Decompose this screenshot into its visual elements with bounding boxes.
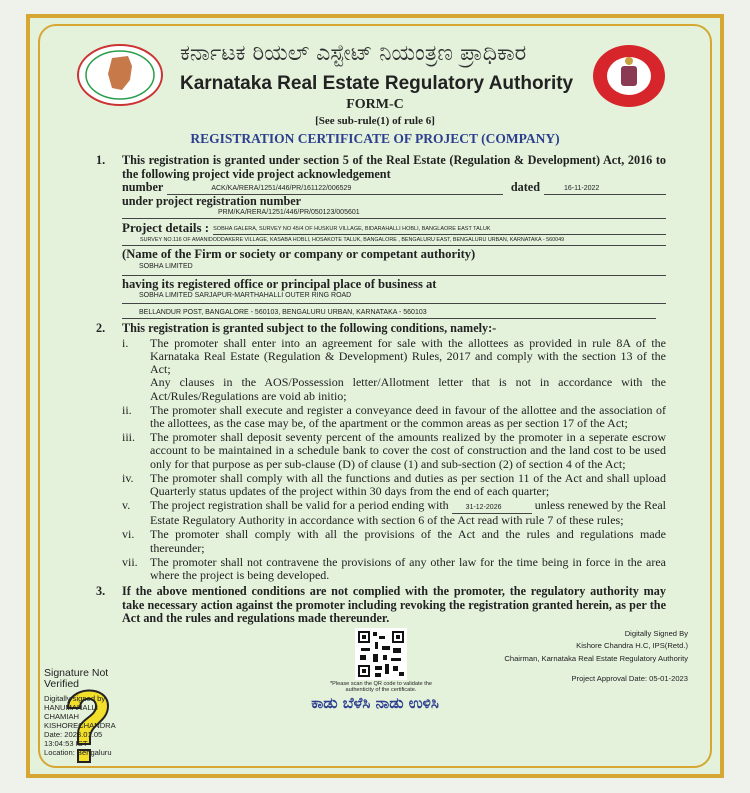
condition-item (122, 528, 666, 554)
condition-text: The promoter shall execute and register a conveyance deed in favour of the allottee and the association of the allottees, as the case may be, of the apartment or the common areas as per section 17 of the Act; (150, 402, 666, 430)
sig-line: CHAMIAH (44, 712, 80, 721)
approval-date: Project Approval Date: 05-01-2023 (571, 674, 688, 684)
project-row (122, 221, 666, 235)
sig-line: HANUMANALLI (44, 703, 99, 712)
qr-code-icon[interactable] (355, 628, 407, 680)
title-kannada: ಕರ್ನಾಟಕ ರಿಯಲ್ ಎಸ್ಟೇಟ್ ನಿಯಂತ್ರಣ ಪ್ರಾಧಿಕಾರ (180, 41, 527, 66)
form-title: FORM-C (346, 97, 404, 112)
certificate-title: REGISTRATION CERTIFICATE OF PROJECT (COMPANY) (190, 131, 560, 146)
sig-line: Digitally signed by (44, 694, 106, 703)
section2-title: This registration is granted subject to the following conditions, namely:- (122, 321, 497, 336)
section-number: 1. (96, 153, 106, 167)
condition-item (122, 472, 666, 498)
office-line2: BELLANDUR POST, BANGALORE - 560103, BENGALURU URBAN, KARNATAKA - 560103 (122, 308, 656, 319)
footer-motto: ಕಾಡು ಬೆಳೆಸಿ ನಾಡು ಉಳಿಸಿ (311, 693, 439, 712)
signer-name: Kishore Chandra H.C, IPS(Retd.) (576, 641, 688, 651)
qr-note: *Please scan the QR code to validate the authenticity of the certificate. (330, 680, 432, 694)
signature-status[interactable] (44, 668, 118, 757)
signed-by-label: Digitally Signed By (624, 628, 688, 638)
registration-number-label: under project registration number (122, 193, 302, 208)
dated-label: dated (510, 180, 540, 195)
section3-text: If the above mentioned conditions are not complied with the promoter, the regulatory authority may take necessary action against the promoter including revoking the registration granted herein, as per the Act and the rules and regulations made thereunder. (122, 584, 666, 626)
condition-item (122, 431, 666, 471)
condition-number: v. (122, 498, 131, 513)
condition-text: The promoter shall not contravene the provisions of any other law for the time being in force in the area where the project is being developed. (150, 554, 666, 582)
condition-text: The project registration shall be valid for a period ending with (150, 498, 449, 513)
project-line1: SOBHA GALERA, SURVEY NO 45/4 OF HUSKUR VILLAGE, BIDARAHALLI HOBLI, BANGLAORE EAST TALUK (213, 225, 666, 235)
condition-item (122, 337, 666, 403)
office-line1: SOBHA LIMITED SARJAPUR-MARTHAHALLI OUTER RING ROAD (122, 291, 666, 304)
footer-row (96, 628, 688, 694)
ack-row (122, 181, 666, 195)
rera-logo-icon (76, 44, 164, 106)
condition-number: ii. (122, 402, 132, 417)
section1-intro: This registration is granted under section 5 of the Real Estate (Regulation & Development) Act, 2016 to the following project vide project acknowledgement (122, 153, 666, 181)
condition-text: The promoter shall enter into an agreement for sale with the allottees as provided in rule 8A of the Karnataka Real Estate (Regulation & Development) Rules, 2017 and comply with the section 13 of the Act; (150, 335, 666, 377)
condition-number: iii. (122, 430, 136, 445)
number-label: number (122, 180, 164, 195)
sig-line: 13:04:53 IST (44, 739, 88, 748)
signer-designation: Chairman, Karnataka Real Estate Regulatory Authority (504, 653, 688, 663)
condition-number: iv. (122, 470, 134, 485)
firm-name: SOBHA LIMITED (122, 262, 666, 276)
sig-line: Location: Bengaluru (44, 748, 112, 757)
section-number: 2. (96, 321, 106, 336)
project-details-label: Project details : (122, 220, 210, 236)
condition-item (122, 499, 666, 527)
sig-line: Date: 2023.01.05 (44, 730, 103, 739)
validity-date: 31-12-2026 (452, 503, 532, 514)
firm-label: (Name of the Firm or society or company or competant authority) (122, 246, 476, 261)
section-number: 3. (96, 584, 106, 599)
condition-number: vii. (122, 554, 138, 569)
government-of-karnataka-seal-icon (591, 44, 667, 108)
dated-value: 16-11-2022 (544, 184, 666, 195)
condition-text: The promoter shall comply with all the functions and duties as per section 11 of the Act and shall upload Quarterly status updates of the project within 30 days from the end of each quarter; (150, 470, 666, 498)
condition-item (122, 404, 666, 430)
condition-text: Any clauses in the AOS/Possession letter/Allotment letter that is not in accordance with the Act/Rules/Regulations are void ab initio; (150, 375, 666, 403)
section-1 (96, 154, 666, 319)
certificate-body (96, 153, 688, 712)
condition-item (122, 556, 666, 582)
condition-text: The promoter shall deposit seventy percent of the amounts realized by the promoter in a seperate escrow account to be maintained in a schedule bank to cover the cost of construction and the land cost to be used only for that purpose as per sub-clause (D) of clause (1) and sub-section (2) of section 4 of the Act; (150, 430, 666, 471)
title-english: Karnataka Real Estate Regulatory Authority (180, 73, 574, 94)
signed-by-block (478, 628, 688, 686)
condition-number: vi. (122, 527, 135, 542)
sig-line: KISHORECHANDRA (44, 721, 116, 730)
office-label: having its registered office or principal place of business at (122, 276, 437, 291)
section-2 (96, 322, 666, 582)
registration-number: PRM/KA/RERA/1251/446/PR/050123/005601 (122, 208, 666, 219)
condition-text: unless renewed by the Real Estate Regulatory Authority in accordance with section 6 of the Act read with rule 7 of these rules; (150, 498, 667, 528)
signature-not-verified: Signature Not Verified (44, 667, 109, 690)
project-line2: SURVEY NO.116 OF AMANIDODDAKERE VILLAGE, KASABA HOBLI, HOSAKOTE TALUK, BANGALORE , BENGALURU EAST, BENGALURU URBAN, KARNATAKA - 560049 (122, 235, 666, 246)
section-3 (96, 585, 666, 626)
subrule: [See sub-rule(1) of rule 6] (315, 115, 435, 127)
condition-text: The promoter shall comply with all the provisions of the Act and the rules and regulations made thereunder; (150, 527, 666, 555)
ack-number: ACK/KA/RERA/1251/446/PR/161122/006529 (167, 184, 503, 195)
condition-number: i. (122, 335, 129, 350)
